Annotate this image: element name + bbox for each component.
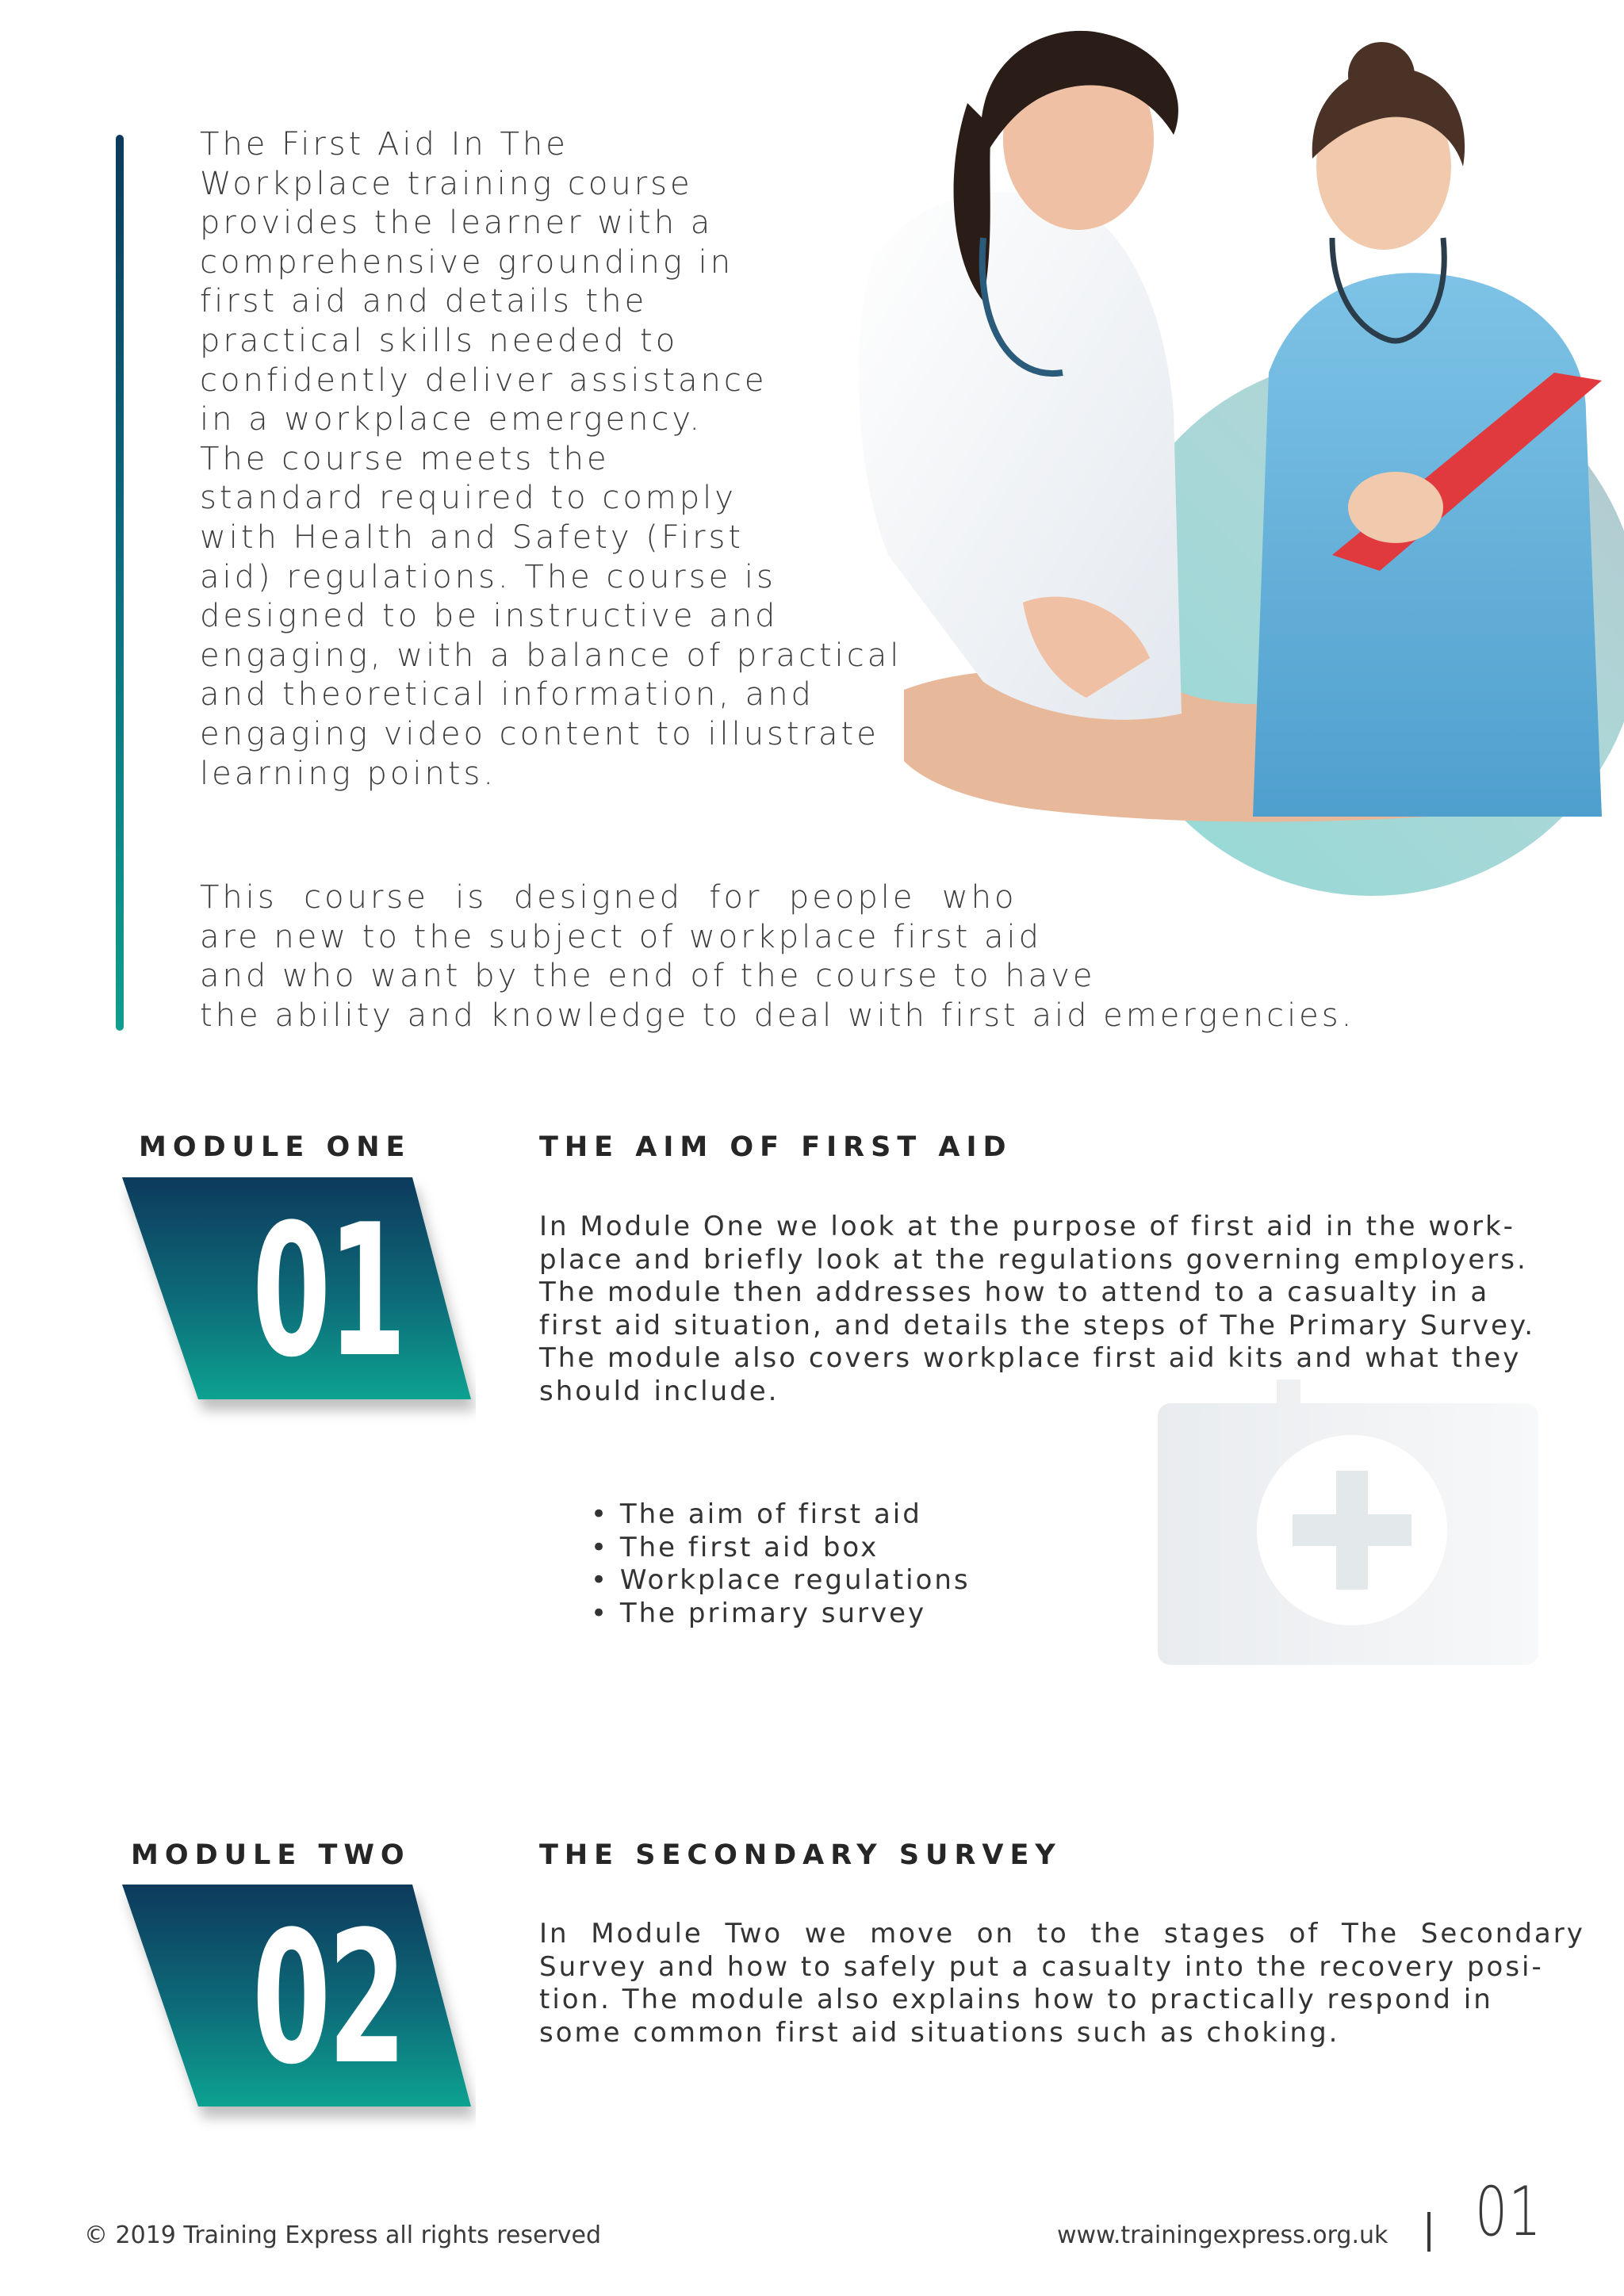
topic-item: • Workplace regulations xyxy=(591,1564,971,1596)
desc-line: In Module One we look at the purpose of first aid in the work- xyxy=(539,1211,1515,1242)
page-number: 01 xyxy=(1475,2172,1543,2252)
intro-line: practical skills needed to xyxy=(200,322,679,359)
intro-line: engaging, with a balance of practical xyxy=(200,637,902,674)
module-one-topics xyxy=(591,1498,971,1630)
module-two-label: MODULE TWO xyxy=(131,1839,411,1871)
intro-paragraph xyxy=(200,125,902,794)
module-two-title: THE SECONDARY SURVEY xyxy=(539,1839,1062,1871)
module-one-number: 01 xyxy=(252,1186,404,1398)
audience-line: and who want by the end of the course to have xyxy=(200,958,1096,995)
audience-line: This course is designed for people who xyxy=(200,879,1017,916)
intro-line: and theoretical information, and xyxy=(200,676,814,714)
desc-line: The module also covers workplace first aid kits and what they xyxy=(539,1342,1522,1374)
topic-item: • The aim of first aid xyxy=(591,1498,922,1530)
intro-line: with Health and Safety (First xyxy=(200,519,745,556)
intro-line: The First Aid In The xyxy=(200,126,569,163)
doctors-patient-illustration xyxy=(825,0,1624,920)
audience-line: the ability and knowledge to deal with first aid emergencies. xyxy=(200,997,1355,1034)
intro-line: Workplace training course xyxy=(200,165,693,202)
intro-line: aid) regulations. The course is xyxy=(200,558,776,595)
intro-line: first aid and details the xyxy=(200,283,648,320)
module-one-label: MODULE ONE xyxy=(139,1131,412,1163)
footer-copyright: © 2019 Training Express all rights reserved xyxy=(84,2221,602,2249)
intro-line: provides the learner with a xyxy=(200,205,714,242)
desc-line: place and briefly look at the regulations governing employers. xyxy=(539,1243,1528,1276)
intro-line: engaging video content to illustrate xyxy=(200,715,879,752)
topic-item: • The first aid box xyxy=(591,1531,879,1563)
intro-line: The course meets the xyxy=(200,440,610,477)
desc-line: tion. The module also explains how to practically respond in xyxy=(539,1984,1493,2015)
module-two-badge xyxy=(119,1885,476,2146)
nurse-bun xyxy=(1348,42,1415,109)
module-one-title: THE AIM OF FIRST AID xyxy=(539,1131,1013,1163)
topic-item: • The primary survey xyxy=(591,1597,927,1629)
intro-line: learning points. xyxy=(200,755,497,792)
module-two-number: 02 xyxy=(252,1893,404,2105)
nurse-hand xyxy=(1348,472,1443,543)
intro-line: designed to be instructive and xyxy=(200,598,779,635)
desc-line: some common first aid situations such as choking. xyxy=(539,2016,1340,2049)
desc-line: The module then addresses how to attend to a casualty in a xyxy=(539,1276,1490,1308)
first-aid-kit-icon xyxy=(1158,1380,1538,1665)
desc-line: first aid situation, and details the steps of The Primary Survey. xyxy=(539,1309,1536,1341)
module-one-badge xyxy=(119,1177,476,1439)
footer-website-link[interactable]: www.trainingexpress.org.uk xyxy=(1057,2221,1388,2249)
desc-line: In Module Two we move on to the stages of The Secondary xyxy=(539,1918,1585,1950)
intro-line: in a workplace emergency. xyxy=(200,401,703,438)
audience-line: are new to the subject of workplace first aid xyxy=(200,918,1043,955)
footer-divider xyxy=(1427,2212,1431,2252)
desc-line: should include. xyxy=(539,1375,779,1407)
nurse-scrubs xyxy=(1253,273,1602,817)
intro-accent-bar xyxy=(116,135,124,1031)
intro-line: confidently deliver assistance xyxy=(200,362,768,399)
module-one-description xyxy=(539,1211,1536,1408)
module-two-description xyxy=(539,1918,1585,2049)
intro-line: comprehensive grounding in xyxy=(200,243,734,281)
desc-line: Survey and how to safely put a casualty into the recovery posi- xyxy=(539,1950,1544,1983)
intro-line: standard required to comply xyxy=(200,480,737,517)
